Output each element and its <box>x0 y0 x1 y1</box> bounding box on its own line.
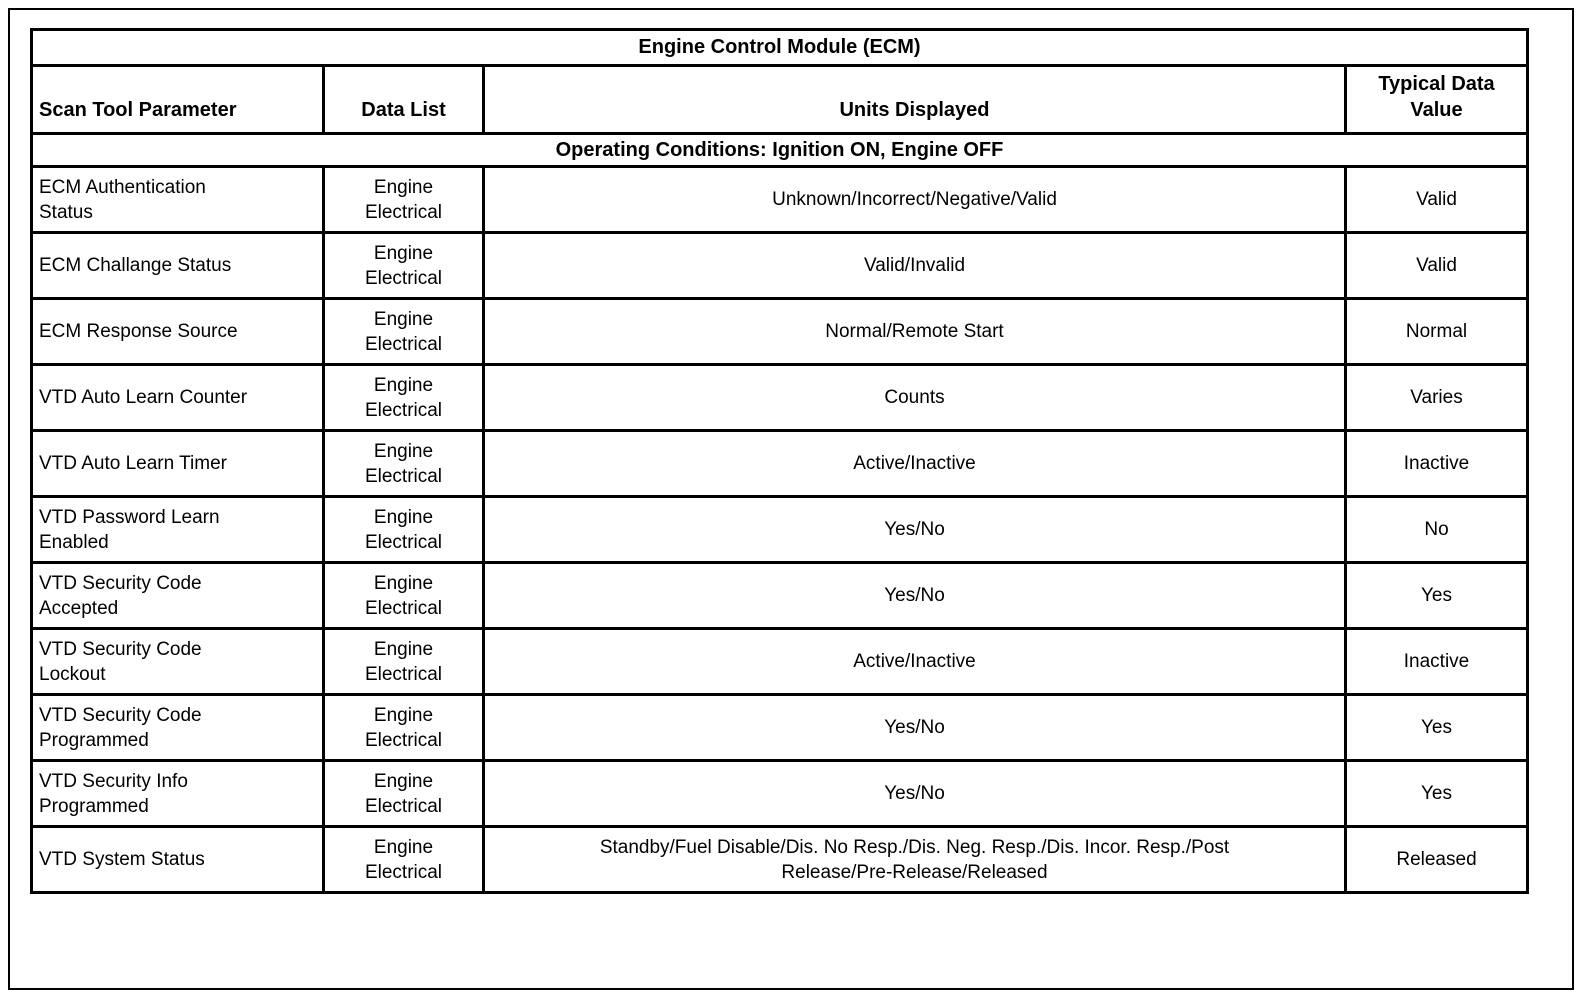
operating-conditions-label: Operating Conditions: Ignition ON, Engine OFF <box>32 133 1528 166</box>
cell-typical-data-value: Inactive <box>1346 431 1528 497</box>
table-row <box>32 629 1528 695</box>
cell-units-displayed: Normal/Remote Start <box>484 299 1346 365</box>
page-border <box>8 8 1574 990</box>
cell-data-list: Engine Electrical <box>324 761 484 827</box>
cell-units-displayed: Counts <box>484 365 1346 431</box>
operating-conditions-row <box>32 133 1528 166</box>
cell-typical-data-value: Yes <box>1346 563 1528 629</box>
column-header-scan-tool-parameter: Scan Tool Parameter <box>32 66 324 134</box>
cell-typical-data-value: No <box>1346 497 1528 563</box>
column-header-data-list: Data List <box>324 66 484 134</box>
cell-units-displayed: Yes/No <box>484 695 1346 761</box>
table-title-row <box>32 30 1528 66</box>
cell-data-list: Engine Electrical <box>324 695 484 761</box>
column-header-row <box>32 66 1528 134</box>
cell-data-list: Engine Electrical <box>324 563 484 629</box>
cell-units-displayed: Yes/No <box>484 563 1346 629</box>
table-row <box>32 233 1528 299</box>
cell-data-list: Engine Electrical <box>324 365 484 431</box>
cell-scan-tool-parameter: ECM Challange Status <box>32 233 324 299</box>
cell-typical-data-value: Yes <box>1346 695 1528 761</box>
table-row <box>32 167 1528 233</box>
ecm-scan-tool-table <box>30 28 1529 894</box>
cell-scan-tool-parameter: VTD Password Learn Enabled <box>32 497 324 563</box>
cell-units-displayed: Active/Inactive <box>484 629 1346 695</box>
cell-data-list: Engine Electrical <box>324 827 484 893</box>
cell-units-displayed: Yes/No <box>484 497 1346 563</box>
column-header-typical-data-value: Typical Data Value <box>1346 66 1528 134</box>
cell-data-list: Engine Electrical <box>324 497 484 563</box>
cell-data-list: Engine Electrical <box>324 299 484 365</box>
cell-typical-data-value: Valid <box>1346 167 1528 233</box>
table-row <box>32 365 1528 431</box>
table-row <box>32 563 1528 629</box>
cell-typical-data-value: Normal <box>1346 299 1528 365</box>
table-row <box>32 695 1528 761</box>
cell-scan-tool-parameter: VTD System Status <box>32 827 324 893</box>
cell-scan-tool-parameter: VTD Security Code Lockout <box>32 629 324 695</box>
cell-units-displayed: Yes/No <box>484 761 1346 827</box>
table-body <box>32 167 1528 893</box>
cell-typical-data-value: Varies <box>1346 365 1528 431</box>
cell-units-displayed: Unknown/Incorrect/Negative/Valid <box>484 167 1346 233</box>
table-row <box>32 761 1528 827</box>
cell-scan-tool-parameter: ECM Response Source <box>32 299 324 365</box>
cell-units-displayed: Valid/Invalid <box>484 233 1346 299</box>
cell-typical-data-value: Yes <box>1346 761 1528 827</box>
cell-typical-data-value: Released <box>1346 827 1528 893</box>
cell-data-list: Engine Electrical <box>324 629 484 695</box>
cell-typical-data-value: Valid <box>1346 233 1528 299</box>
table-row <box>32 299 1528 365</box>
cell-scan-tool-parameter: ECM Authentication Status <box>32 167 324 233</box>
cell-data-list: Engine Electrical <box>324 233 484 299</box>
cell-data-list: Engine Electrical <box>324 431 484 497</box>
table-row <box>32 827 1528 893</box>
table-row <box>32 497 1528 563</box>
cell-data-list: Engine Electrical <box>324 167 484 233</box>
column-header-units-displayed: Units Displayed <box>484 66 1346 134</box>
cell-scan-tool-parameter: VTD Auto Learn Timer <box>32 431 324 497</box>
table-row <box>32 431 1528 497</box>
cell-scan-tool-parameter: VTD Security Code Accepted <box>32 563 324 629</box>
cell-typical-data-value: Inactive <box>1346 629 1528 695</box>
cell-units-displayed: Active/Inactive <box>484 431 1346 497</box>
cell-scan-tool-parameter: VTD Security Code Programmed <box>32 695 324 761</box>
cell-scan-tool-parameter: VTD Security Info Programmed <box>32 761 324 827</box>
cell-units-displayed: Standby/Fuel Disable/Dis. No Resp./Dis. Neg. Resp./Dis. Incor. Resp./Post Release/Pre-Release/Released <box>484 827 1346 893</box>
cell-scan-tool-parameter: VTD Auto Learn Counter <box>32 365 324 431</box>
table-title: Engine Control Module (ECM) <box>32 30 1528 66</box>
